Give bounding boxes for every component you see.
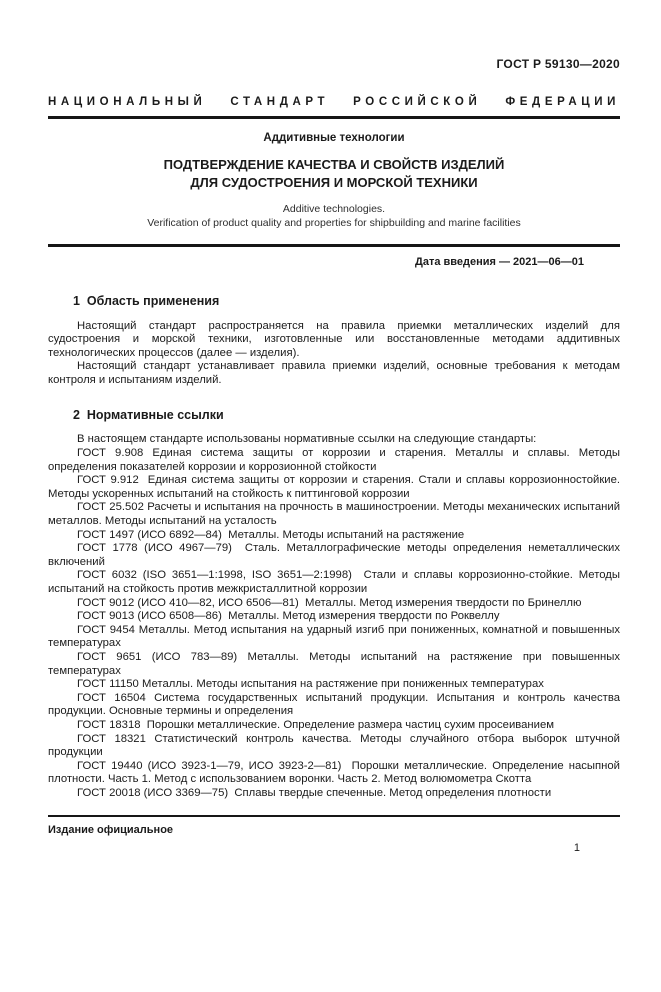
reference-item: ГОСТ 1778 (ИСО 4967—79) Сталь. Металлографические методы определения неметаллических включений [48, 542, 624, 568]
document-title-line1: ПОДТВЕРЖДЕНИЕ КАЧЕСТВА И СВОЙСТВ ИЗДЕЛИЙ [163, 157, 505, 172]
reference-item: ГОСТ 1497 (ИСО 6892—84) Металлы. Методы испытаний на растяжение [77, 528, 465, 541]
reference-item: ГОСТ 9013 (ИСО 6508—86) Металлы. Метод измерения твердости по Роквеллу [77, 610, 500, 623]
reference-item: ГОСТ 25.502 Расчеты и испытания на прочность в машиностроении. Методы механических испытаний металлов. Методы испытаний на усталость [48, 501, 624, 528]
section-1-paragraph: Настоящий стандарт распространяется на правила приемки металлических изделий для судостроения и морской техники, изготовленные или восстановленные методами аддитивных технологических процессов (далее — изделия). [48, 319, 620, 359]
reference-item: ГОСТ 9454 Металлы. Метод испытания на ударный изгиб при пониженных, комнатной и повышенных температурах [48, 623, 624, 650]
document-code: ГОСТ Р 59130—2020 [496, 57, 620, 71]
standard-document-page [0, 57, 661, 992]
reference-item: ГОСТ 9651 (ИСО 783—89) Металлы. Методы испытаний на растяжение при повышенных температурах [48, 650, 624, 677]
document-title-ru [48, 156, 620, 192]
reference-item: ГОСТ 20018 (ИСО 3369—75) Сплавы твердые спеченные. Метод определения плотности [77, 786, 552, 799]
subject-title: Аддитивные технологии [263, 132, 405, 144]
reference-item: ГОСТ 18321 Статистический контроль качества. Методы случайного отбора выборок штучной продукции [48, 732, 624, 759]
reference-item: ГОСТ 9.908 Единая система защиты от коррозии и старения. Металлы и сплавы. Методы определения показателей коррозии и коррозионной стойкости [48, 447, 624, 473]
introduction-date: Дата введения — 2021—06—01 [415, 255, 584, 268]
title-rule [48, 244, 620, 247]
document-title-en-line1: Additive technologies. [282, 203, 386, 215]
section-2-heading: 2 Нормативные ссылки [73, 408, 224, 423]
reference-item: ГОСТ 9012 (ИСО 410—82, ИСО 6506—81) Металлы. Метод измерения твердости по Бринеллю [77, 596, 582, 609]
reference-item: ГОСТ 9.912 Единая система защиты от коррозии и старения. Стали и сплавы коррозионностойкие. Методы ускоренных испытаний на стойкость к питтинговой коррозии [48, 474, 624, 500]
reference-item: ГОСТ 11150 Металлы. Методы испытания на растяжение при пониженных температурах [77, 678, 544, 691]
official-edition-note: Издание официальное [48, 824, 174, 836]
section-1-heading: 1 Область применения [73, 293, 220, 308]
reference-item: ГОСТ 19440 (ИСО 3923-1—79, ИСО 3923-2—81) Порошки металлические. Определение насыпной плотности. Часть 1. Метод с использованием воронки. Часть 2. Метод волюмометра Скотта [48, 759, 624, 786]
page-number: 1 [573, 842, 580, 854]
national-standard-banner: НАЦИОНАЛЬНЫЙ СТАНДАРТ РОССИЙСКОЙ ФЕДЕРАЦИИ [48, 96, 620, 108]
header-rule [48, 116, 620, 119]
section-1-paragraph: Настоящий стандарт устанавливает правила приемки изделий, основные требования к методам контроля и испытаниям изделий. [48, 360, 620, 386]
document-title-line2: ДЛЯ СУДОСТРОЕНИЯ И МОРСКОЙ ТЕХНИКИ [190, 175, 478, 190]
footer-rule [48, 815, 620, 818]
reference-item: ГОСТ 18318 Порошки металлические. Определение размера частиц сухим просеиванием [77, 718, 555, 731]
reference-item: ГОСТ 6032 (ISO 3651—1:1998, ISO 3651—2:1998) Стали и сплавы коррозионно-стойкие. Методы испытаний на стойкость против межкристаллитной коррозии [48, 569, 624, 595]
section-2-intro: В настоящем стандарте использованы нормативные ссылки на следующие стандарты: [77, 433, 537, 446]
document-title-en [48, 203, 620, 230]
reference-item: ГОСТ 16504 Система государственных испытаний продукции. Испытания и контроль качества продукции. Основные термины и определения [48, 691, 624, 718]
document-title-en-line2: Verification of product quality and properties for shipbuilding and marine facilities [147, 216, 521, 229]
